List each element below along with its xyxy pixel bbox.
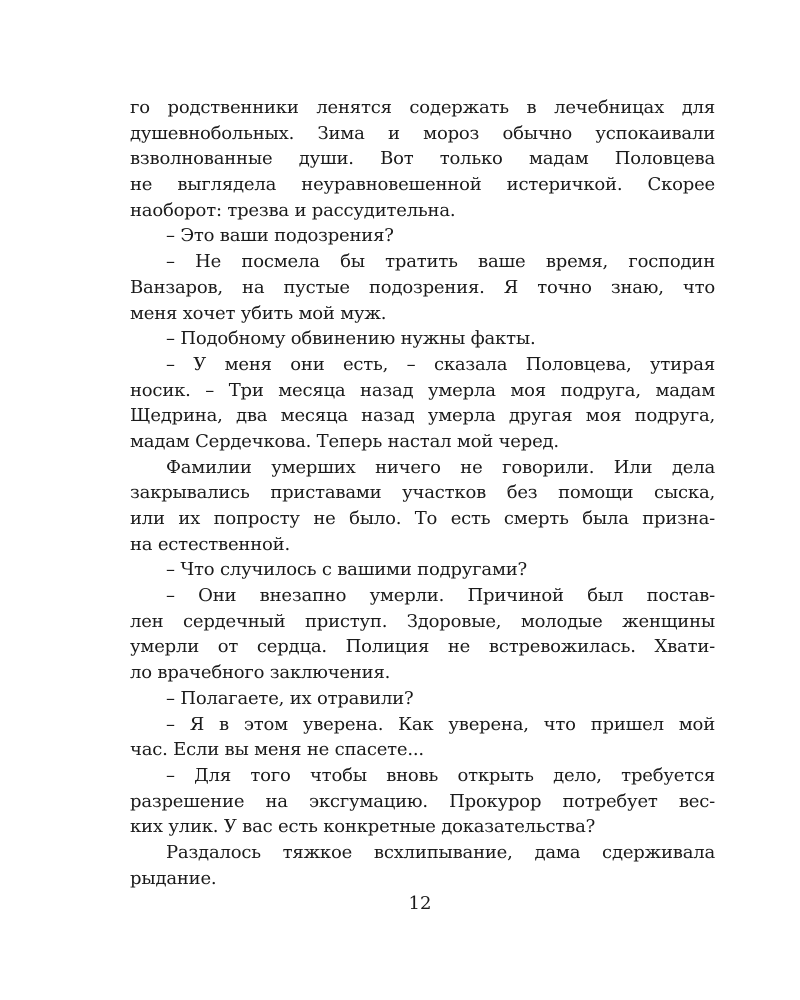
text-line: умерли от сердца. Полиция не встревожилась. Хвати- [130,636,715,658]
dialogue-line: – Что случилось с вашими подругами? [166,559,527,581]
text-line: ло врачебного заключения. [130,662,391,684]
text-line: го родственники ленятся содержать в лечебницах для [130,97,715,118]
dialogue-line: – Полагаете, их отравили? [166,687,414,709]
paragraph-line: Раздалось тяжкое всхлипывание, дама сдерживала [166,841,715,863]
text-line: Ванзаров, на пустые подозрения. Я точно знаю, что [130,276,715,298]
text-line: носик. – Три месяца назад умерла моя подруга, мадам [130,379,715,401]
text-line: закрывались приставами участков без помощи сыска, [130,482,715,504]
dialogue-line: – Они внезапно умерли. Причиной был постав- [166,585,715,607]
text-line: наоборот: трезва и рассудительна. [130,199,456,221]
dialogue-line: – Это ваши подозрения? [166,225,394,247]
text-line: Щедрина, два месяца назад умерла другая моя подруга, [130,405,715,427]
text-line: лен сердечный приступ. Здоровые, молодые женщины [130,610,715,632]
text-line: взволнованные души. Вот только мадам Половцева [130,148,715,170]
text-line: рыдание. [130,867,217,889]
text-line: мадам Сердечкова. Теперь настал мой черед. [130,430,559,452]
text-line: или их попросту не было. То есть смерть была призна- [130,508,715,529]
text-line: на естественной. [130,533,290,555]
text-line: разрешение на эксгумацию. Прокурор потребует вес- [130,790,715,812]
dialogue-line: – Не посмела бы тратить ваше время, господин [166,251,715,273]
text-line: час. Если вы меня не спасете... [130,739,424,761]
dialogue-line: – Я в этом уверена. Как уверена, что пришел мой [166,713,715,735]
text-line: меня хочет убить мой муж. [130,302,387,324]
dialogue-line: – Подобному обвинению нужны факты. [166,328,536,350]
page-number: 12 [408,893,432,914]
text-line: не выглядела неуравновешенной истеричкой. Скорее [130,174,715,196]
dialogue-line: – Для того чтобы вновь открыть дело, требуется [166,764,715,786]
paragraph-line: Фамилии умерших ничего не говорили. Или дела [166,456,715,478]
page-body [130,95,715,891]
text-line: ких улик. У вас есть конкретные доказательства? [130,816,596,838]
dialogue-line: – У меня они есть, – сказала Половцева, утирая [166,353,715,375]
text-line: душевнобольных. Зима и мороз обычно успокаивали [130,122,715,144]
